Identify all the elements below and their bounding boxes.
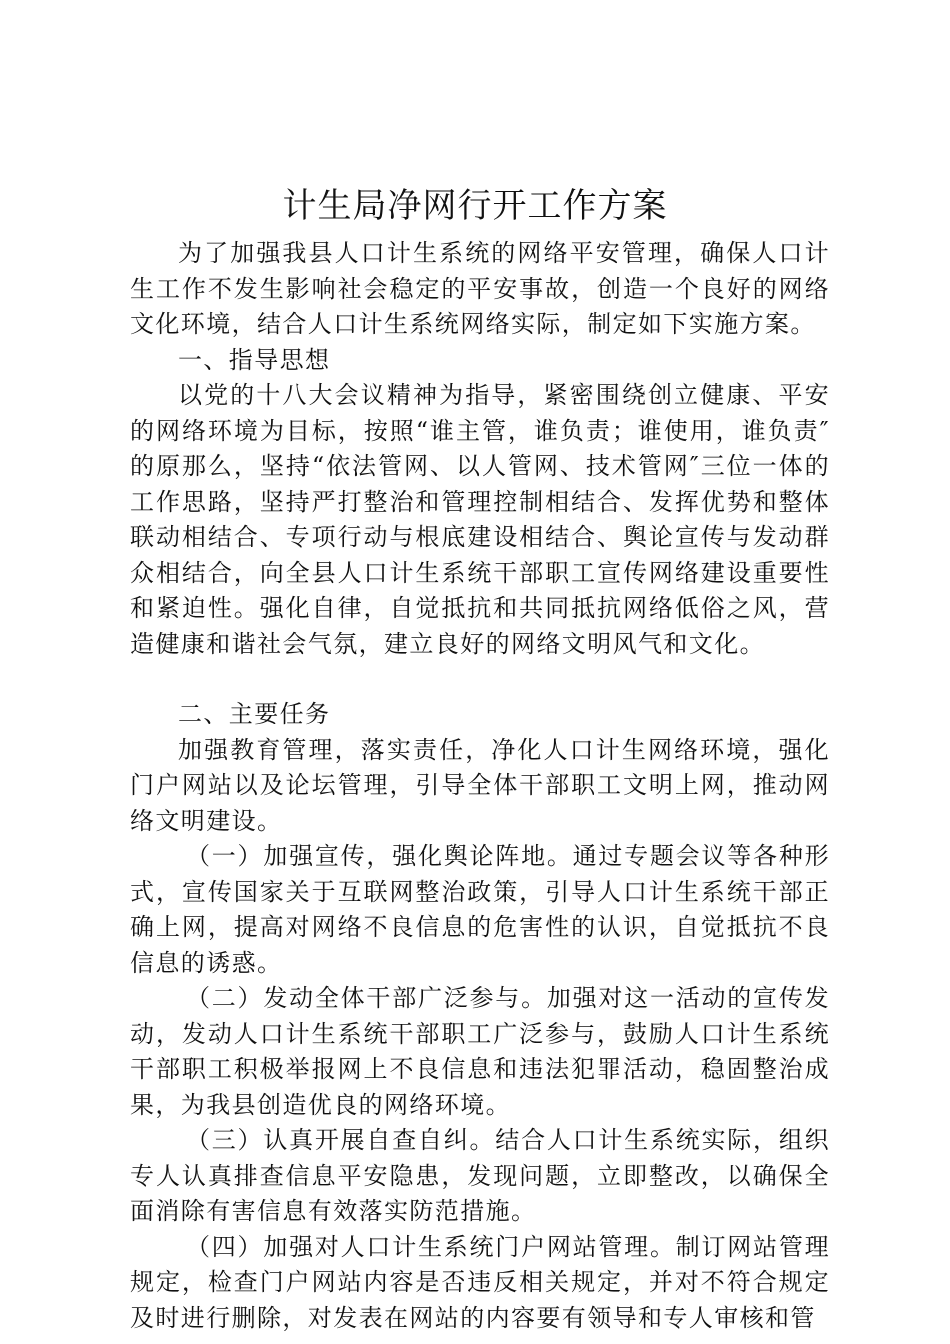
- section-heading-guiding-ideology: 一、指导思想: [178, 345, 331, 374]
- main-tasks-paragraph: 加强教育管理，落实责任，净化人口计生网络环境，强化门户网站以及论坛管理，引导全体干部职工文明上网，推动网络文明建设。: [130, 735, 830, 835]
- document-body: [130, 236, 830, 1336]
- task-item-1: （一）加强宣传，强化舆论阵地。通过专题会议等各种形式，宣传国家关于互联网整治政策，引导人口计生系统干部正确上网，提高对网络不良信息的危害性的认识，自觉抵抗不良信息的诱惑。: [130, 842, 830, 977]
- intro-paragraph: 为了加强我县人口计生系统的网络平安管理，确保人口计生工作不发生影响社会稳定的平安事故，创造一个良好的网络文化环境，结合人口计生系统网络实际，制定如下实施方案。: [130, 239, 830, 338]
- task-item-4: （四）加强对人口计生系统门户网站管理。制订网站管理规定，检查门户网站内容是否违反相关规定，并对不符合规定及时进行删除，对发表在网站的内容要有领导和专人审核和管: [130, 1232, 830, 1332]
- task-item-2: （二）发动全体干部广泛参与。加强对这一活动的宣传发动，发动人口计生系统干部职工广泛参与，鼓励人口计生系统干部职工积极举报网上不良信息和违法犯罪活动，稳固整治成果，为我县创造优良的网络环境。: [130, 984, 830, 1119]
- guiding-ideology-paragraph: 以党的十八大会议精神为指导，紧密围绕创立健康、平安的网络环境为目标，按照“谁主管，谁负责；谁使用，谁负责″的原那么，坚持“依法管网、以人管网、技术管网″三位一体的工作思路，坚持严打整治和管理控制相结合、发挥优势和整体联动相结合、专项行动与根底建设相结合、舆论宣传与发动群众相结合，向全县人口计生系统干部职工宣传网络建设重要性和紧迫性。强化自律，自觉抵抗和共同抵抗网络低俗之风，营造健康和谐社会气氛，建立良好的网络文明风气和文化。: [130, 381, 830, 658]
- paragraph-gap: [130, 662, 830, 697]
- section-heading-main-tasks: 二、主要任务: [178, 700, 331, 728]
- task-item-3: （三）认真开展自查自纠。结合人口计生系统实际，组织专人认真排查信息平安隐患，发现问题，立即整改，以确保全面消除有害信息有效落实防范措施。: [130, 1126, 830, 1225]
- document-title: 计生局净网行开工作方案: [282, 186, 668, 226]
